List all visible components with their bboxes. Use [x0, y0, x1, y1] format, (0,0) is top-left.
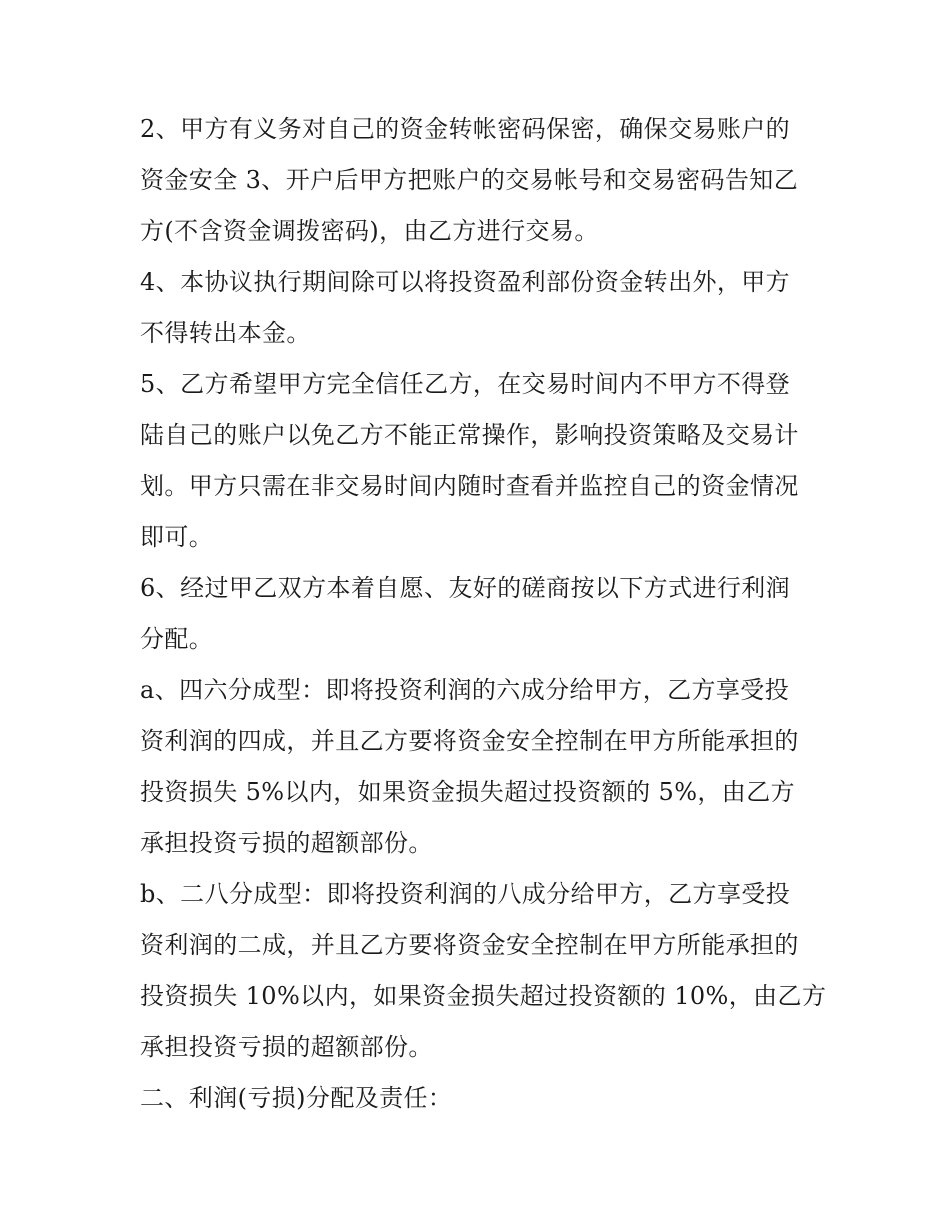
paragraph-option-a — [140, 665, 815, 869]
paragraph-clause-6 — [140, 563, 815, 665]
text-line: 资金安全 3、开户后甲方把账户的交易帐号和交易密码告知乙 — [140, 166, 799, 194]
text-line: b、二八分成型：即将投资利润的八成分给甲方，乙方享受投 — [140, 880, 791, 908]
section-heading-text: 二、利润(亏损)分配及责任： — [140, 1084, 453, 1112]
text-line: 即可。 — [140, 523, 214, 551]
text-line: 方(不含资金调拨密码)，由乙方进行交易。 — [140, 217, 599, 245]
paragraph-option-b — [140, 869, 827, 1073]
paragraph-clause-5 — [140, 359, 815, 563]
text-line: 划。甲方只需在非交易时间内随时查看并监控自己的资金情况 — [140, 472, 799, 500]
text-line: 资利润的二成，并且乙方要将资金安全控制在甲方所能承担的 — [140, 931, 799, 959]
text-line: 承担投资亏损的超额部份。 — [140, 1033, 433, 1061]
text-line: 5、乙方希望甲方完全信任乙方，在交易时间内不甲方不得登 — [140, 370, 791, 398]
text-line: 6、经过甲乙双方本着自愿、友好的磋商按以下方式进行利润 — [140, 574, 791, 602]
text-line: 投资损失 5%以内，如果资金损失超过投资额的 5%，由乙方 — [140, 778, 796, 806]
text-line: 投资损失 10%以内，如果资金损失超过投资额的 10%，由乙方 — [140, 982, 827, 1010]
paragraph-clause-2-3 — [140, 104, 815, 257]
text-line: 4、本协议执行期间除可以将投资盈利部份资金转出外，甲方 — [140, 268, 791, 296]
text-line: 分配。 — [140, 625, 214, 653]
text-line: 资利润的四成，并且乙方要将资金安全控制在甲方所能承担的 — [140, 727, 799, 755]
paragraph-clause-4 — [140, 257, 815, 359]
text-line: 2、甲方有义务对自己的资金转帐密码保密，确保交易账户的 — [140, 115, 791, 143]
text-line: a、四六分成型：即将投资利润的六成分给甲方，乙方享受投 — [140, 676, 790, 704]
section-heading — [140, 1073, 815, 1124]
text-line: 陆自己的账户以免乙方不能正常操作，影响投资策略及交易计 — [140, 421, 799, 449]
text-line: 承担投资亏损的超额部份。 — [140, 829, 433, 857]
text-line: 不得转出本金。 — [140, 319, 311, 347]
document-page — [140, 104, 827, 1124]
